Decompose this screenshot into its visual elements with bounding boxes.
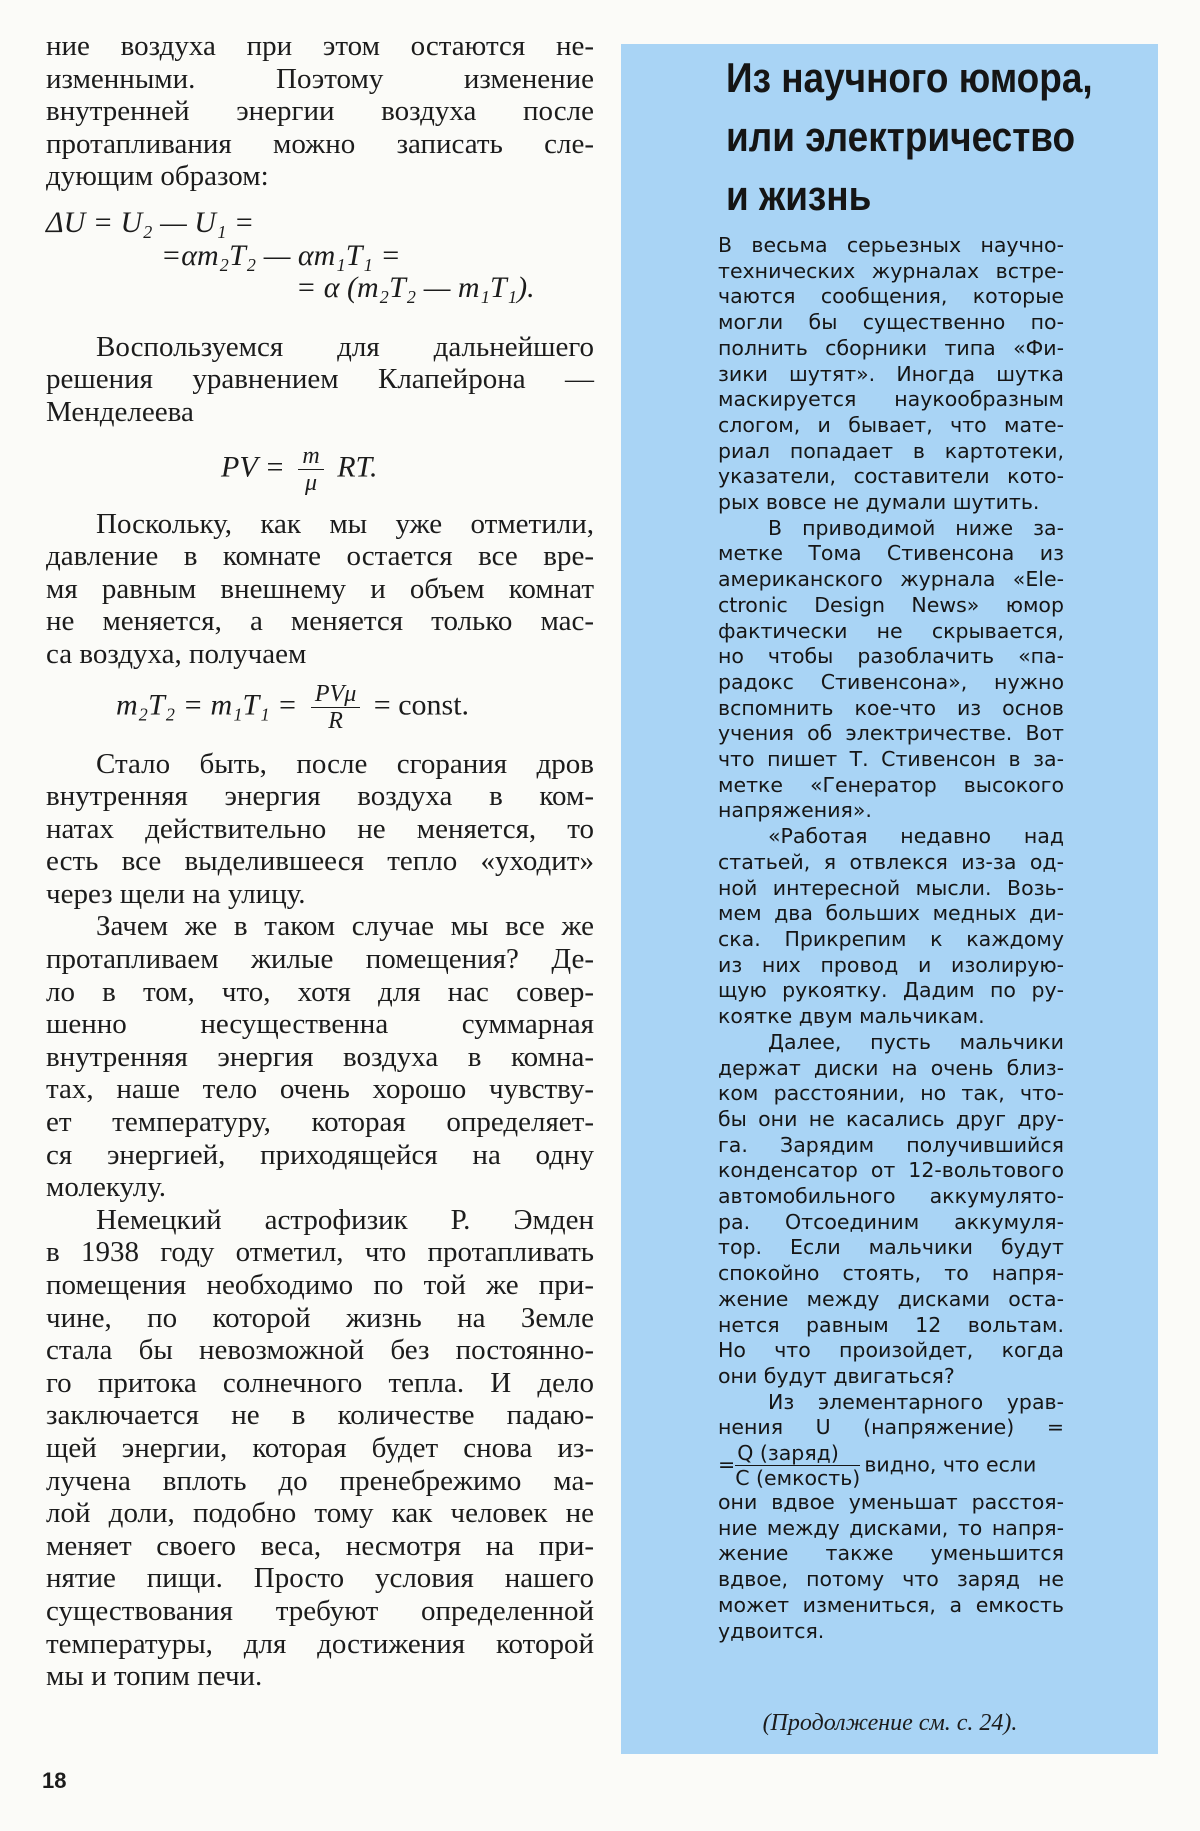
panel-paragraph-capacitor: Далее, пусть мальчики держат диски на очень близ- ком расстоянии, но так, что- бы они не касались друг дру- га. Зарядим получившийся конденсатор от 12-вольтового автомобильного аккумулято- ра. Отсоединим аккумуля- тор. Если мальчики будут спокойно стоять, то напря- жение между дисками оста- нется равным 12 вольтам. Но что произойдет, когда (718, 1029, 1064, 1363)
fraction-q-over-c: $\frac{\text{Q (заряд)}}{\text{C (емкость)}}$ (735, 1441, 861, 1491)
panel-formula-q-over-c: = $\frac{\text{Q (заряд)}}{\text{C (емкость)}}$ видно, что если (718, 1441, 1037, 1491)
paragraph-clapeyron: Воспользуемся для дальнейшего решения уравнением Клапейрона — (46, 330, 594, 396)
panel-paragraph-disks: «Работая недавно над статьей, я отвлекся из-за од- ной интересной мысли. Возь- мем два больших медных ди- ска. Прикрепим к каждому из них провод и изолирую- щую рукоятку. Дадим по ру- (718, 824, 1064, 1003)
left-column: ние воздуха при этом остаются не- изменными. Поэтому изменение внутренней энергии воздуха после протапливания можно записать сле- дующим образом: ΔU = U₂ — U₁ = =αm₂T₂ — αm₁T₁ = = α (m₂T₂ — m₁T₁). Воспользуемся для дальнейшего решения уравнением Клапейрона — Менделеева PV = $\frac{m}{\mu}$ RT. Поскольку, как мы уже отметили, давление в комнате остается все вре- мя равным внешнему и объем комнат не меняется, а меняется только мас- са воздуха, получаем m₂T₂ = m₁T₁ = $\frac{\text{PVμ}}{R}$ = const. Стало быть, после сгорания дров внутренняя энергия воздуха в ком- натах действительно не меняется, то есть все выделившееся тепло «уходит» через щели на улицу. Зачем же в таком случае мы все же протапливаем жилые помещения? Де- ло в том, что, хотя для нас совер- шенно несущественна суммарная внутренняя энергия воздуха в комна- тах, наше тело очень хорошо чувству- ет температуру, которая определяет- ся энергией, приходящейся на одну молекулу. Немецкий астрофизик Р. Эмден в 1938 году отметил, что протапливать помещения необходимо по той же при- чине, по которой жизнь на Земле стала бы невозможной без постоянно- го притока солнечного тепла. И дело заключается не в количестве падаю- щей энергии, которая будет снова из- лучена вплоть до пренебрежимо ма- лой доли, подобно тому как человек не меняет своего веса, несмотря на при- нятие пищи. Просто условия нашего существования требуют определенной температуры, для достижения которой мы и топим печи. (46, 30, 594, 1693)
equation-delta-u-line2: =αm₂T₂ — αm₁T₁ = (161, 238, 401, 272)
fraction-m-over-mu: $\frac{m}{\mu}$ (298, 443, 323, 496)
equation-delta-u-line3: = α (m₂T₂ — m₁T₁). (296, 271, 535, 305)
paragraph-air-energy: ние воздуха при этом остаются не- изменными. Поэтому изменение внутренней энергии воздуха после протапливания можно записать сле- (46, 30, 594, 160)
fraction-pv-mu-over-r: $\frac{\text{PVμ}}{R}$ (311, 681, 360, 734)
panel-text: В весьма серьезных научно- технических журналах встре- чаются сообщения, которые могли бы существенно по- полнить сборники типа «Фи- зики шутят». Иногда шутка маскируется наукообразным слогом, и бывает, что мате- риал попадает в картотеки, указатели, составители кото- рых вовсе не думали шутить. В приводимой ниже за- метке Тома Стивенсона из американского журнала «Ele- ctronic Design News» юмор фактически не скрывается, но чтобы разоблачить «па- радокс Стивенсона», нужно вспомнить кое-что из основ учения об электричестве. Вот что пишет Т. Стивенсон в за- метке «Генератор высокого напряжения». «Работая недавно над статьей, я отвлекся из-за од- ной интересной мысли. Возь- мем два больших медных ди- ска. Прикрепим к каждому из них провод и изолирую- щую рукоятку. Дадим по ру- коятке двум мальчикам. Далее, пусть мальчики держат диски на очень близ- ком расстоянии, но так, что- бы они не касались друг дру- га. Зарядим получившийся конденсатор от 12-вольтового автомобильного аккумулято- ра. Отсоединим аккумуля- тор. Если мальчики будут спокойно стоять, то напря- жение между дисками оста- нется равным 12 вольтам. Но что произойдет, когда они будут двигаться? Из элементарного урав- нения U (напряжение) = = $\frac{\text{Q (заряд)}}{\text{C (емкость)}}$ видно, что если они вдвое уменьшат расстоя- ние между дисками, то напря- жение также уменьшится вдвое, потому что заряд не может измениться, а емкость удвоится. (718, 233, 1064, 1643)
panel-paragraph-stevenson: В приводимой ниже за- метке Тома Стивенсона из американского журнала «Ele- ctronic Design News» юмор фактически не скрывается, но чтобы разоблачить «па- радокс Стивенсона», нужно вспомнить кое-что из основ учения об электричестве. Вот что пишет Т. Стивенсон в за- метке «Генератор высокого (718, 515, 1064, 797)
paragraph-combustion: Стало быть, после сгорания дров внутренняя энергия воздуха в ком- натах действительно не меняется, то есть все выделившееся тепло «уходит» (46, 747, 594, 878)
page-number: 18 (42, 1768, 67, 1793)
panel-title: Из научного юмора, или электричество и жизнь (726, 54, 1093, 219)
equation-clapeyron: PV = $\frac{m}{\mu}$ RT. (221, 442, 378, 496)
paragraph-why-heat: Зачем же в таком случае мы все же протапливаем жилые помещения? Де- ло в том, что, хотя для нас совер- шенно несущественна суммарная внутренняя энергия воздуха в комна- тах, наше тело очень хорошо чувству- ет температуру, которая определяет- ся энергией, приходящейся на одну (46, 910, 594, 1171)
equation-const: m₂T₂ = m₁T₁ = $\frac{\text{PVμ}}{R}$ = const. (116, 680, 470, 734)
panel-paragraph-intro: В весьма серьезных научно- технических журналах встре- чаются сообщения, которые могли бы существенно по- полнить сборники типа «Фи- зики шутят». Иногда шутка маскируется наукообразным слогом, и бывает, что мате- риал попадает в картотеки, указатели, составители кото- (718, 233, 1064, 489)
panel-paragraph-equation: Из элементарного урав- (768, 1389, 1064, 1414)
paragraph-pressure: Поскольку, как мы уже отметили, давление в комнате остается все вре- мя равным внешнему и объем комнат не меняется, а меняется только мас- (46, 507, 594, 638)
continuation-note: (Продолжение см. с. 24). (762, 1710, 1018, 1736)
equation-delta-u-line1: ΔU = U₂ — U₁ = (46, 205, 255, 239)
paragraph-emden: Немецкий астрофизик Р. Эмден в 1938 году отметил, что протапливать помещения необходимо по той же при- чине, по которой жизнь на Земле стала бы невозможной без постоянно- го притока солнечного тепла. И дело заключается не в количестве падаю- щей энергии, которая будет снова из- лучена вплоть до пренебрежимо ма- лой доли, подобно тому как человек не меняет своего веса, несмотря на при- нятие пищи. Просто условия нашего существования требуют определенной температуры, для достижения которой (46, 1203, 594, 1660)
